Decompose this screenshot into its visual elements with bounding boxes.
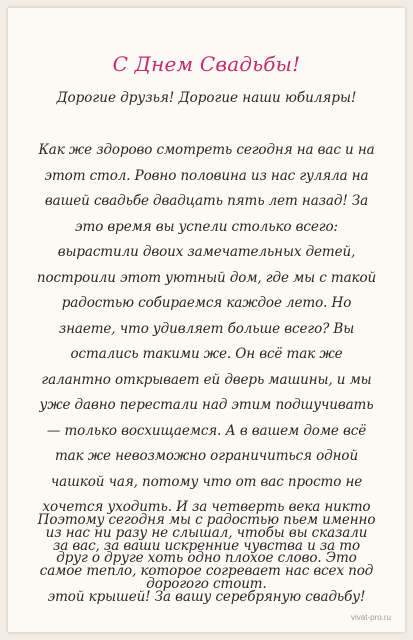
card-paragraph-2: Поэтому сегодня мы с радостью пьем именно за вас, за ваши искренние чувства и за то самое тепло, которое согревает нас всех под этой крышей! За вашу серебряную свадьбу! bbox=[37, 512, 376, 605]
card-title: С Днем Свадьбы! bbox=[112, 52, 301, 76]
greeting-card bbox=[8, 8, 405, 632]
card-paragraph-1: Как же здорово смотреть сегодня на вас и на этот стол. Ровно половина из нас гуляла на вашей свадьбе двадцать пять лет назад! За это время вы успели столько всего: вырастили двоих замечательных детей, построили этот уютный дом, где мы с такой радостью собираемся каждое лето. Но знаете, что удивляет больше всего? Вы остались такими же. Он всё так же галантно открывает ей дверь машины, и мы уже давно перестали над этим подшучивать — только восхищаемся. А в вашем доме всё так же невозможно ограничиться одной чашкой чая, потому что от вас просто не хочется уходить. И за четверть века никто из нас ни разу не слышал, чтобы вы сказали друг о друге хоть одно плохое слово. Это дорогого стоит. bbox=[36, 142, 377, 592]
site-watermark: vivat-pro.ru bbox=[350, 613, 391, 622]
card-greeting: Дорогие друзья! Дорогие наши юбиляры! bbox=[56, 90, 357, 106]
